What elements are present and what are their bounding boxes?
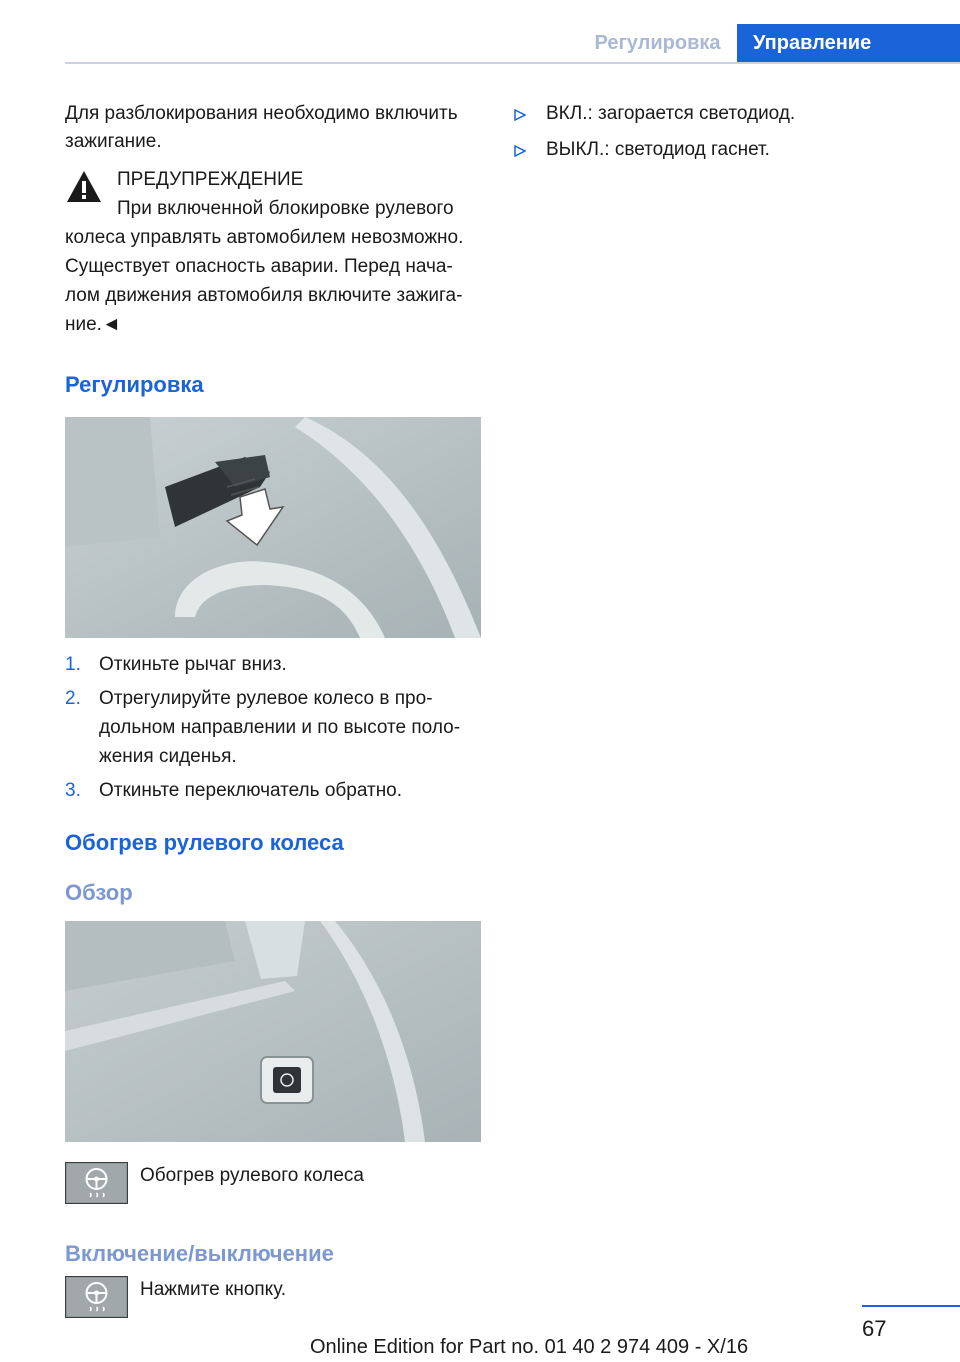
heating-button-caption: Обогрев рулевого колеса: [140, 1165, 364, 1186]
page-number: 67: [862, 1316, 887, 1341]
triangle-bullet-icon: [514, 109, 526, 121]
header-section-tab: Регулировка: [594, 31, 721, 54]
list-item: [512, 136, 932, 164]
warning-title: ПРЕДУПРЕЖДЕНИЕ: [117, 169, 304, 190]
step-number: 2.: [65, 688, 81, 709]
bullet-text: ВКЛ.: загорается светодиод.: [546, 103, 796, 124]
heading-steering-heating: Обогрев рулевого колеса: [65, 830, 344, 855]
list-item: [65, 684, 481, 771]
warning-body: При включенной блокировке рулевого колеса управлять автомобилем невозможно. Существует опасность аварии. Перед нача-лом движения автомобиля включите зажига-ние.◄: [65, 198, 464, 335]
steering-wheel-heating-icon: [65, 1276, 128, 1318]
step-text: Откиньте рычаг вниз.: [99, 654, 287, 675]
heading-adjust: Регулировка: [65, 372, 204, 397]
footer-edition: Online Edition for Part no. 01 40 2 974 409 - X/16: [310, 1336, 749, 1358]
list-item: [65, 650, 481, 679]
list-item: [65, 776, 481, 805]
intro-paragraph: Для разблокирования необходимо включить зажигание.: [65, 103, 458, 152]
steering-lever-photo: [65, 417, 481, 638]
steering-wheel-heating-icon: [65, 1162, 128, 1204]
step-text: Отрегулируйте рулевое колесо в про-дольном направлении и по высоте поло-жения сиденья.: [99, 688, 461, 767]
adjust-steps: [65, 650, 481, 805]
step-number: 1.: [65, 654, 81, 675]
header-divider: [65, 62, 960, 64]
header-chapter-tab: Управление: [737, 24, 960, 62]
press-button-row: [65, 1276, 481, 1320]
triangle-bullet-icon: [514, 145, 526, 157]
heading-overview: Обзор: [65, 880, 133, 905]
step-number: 3.: [65, 780, 81, 801]
warning-icon: [65, 168, 103, 206]
heating-button-legend: [65, 1162, 481, 1206]
heating-button-photo: [65, 921, 481, 1142]
press-button-text: Нажмите кнопку.: [140, 1279, 287, 1300]
bullet-text: ВЫКЛ.: светодиод гаснет.: [546, 139, 770, 160]
left-column: [65, 100, 481, 1320]
heading-on-off: Включение/выключение: [65, 1241, 334, 1266]
list-item: [512, 100, 932, 128]
footer-divider: [862, 1305, 960, 1307]
right-column: [512, 100, 932, 172]
step-text: Откиньте переключатель обратно.: [99, 780, 403, 801]
warning-block: [65, 166, 481, 339]
